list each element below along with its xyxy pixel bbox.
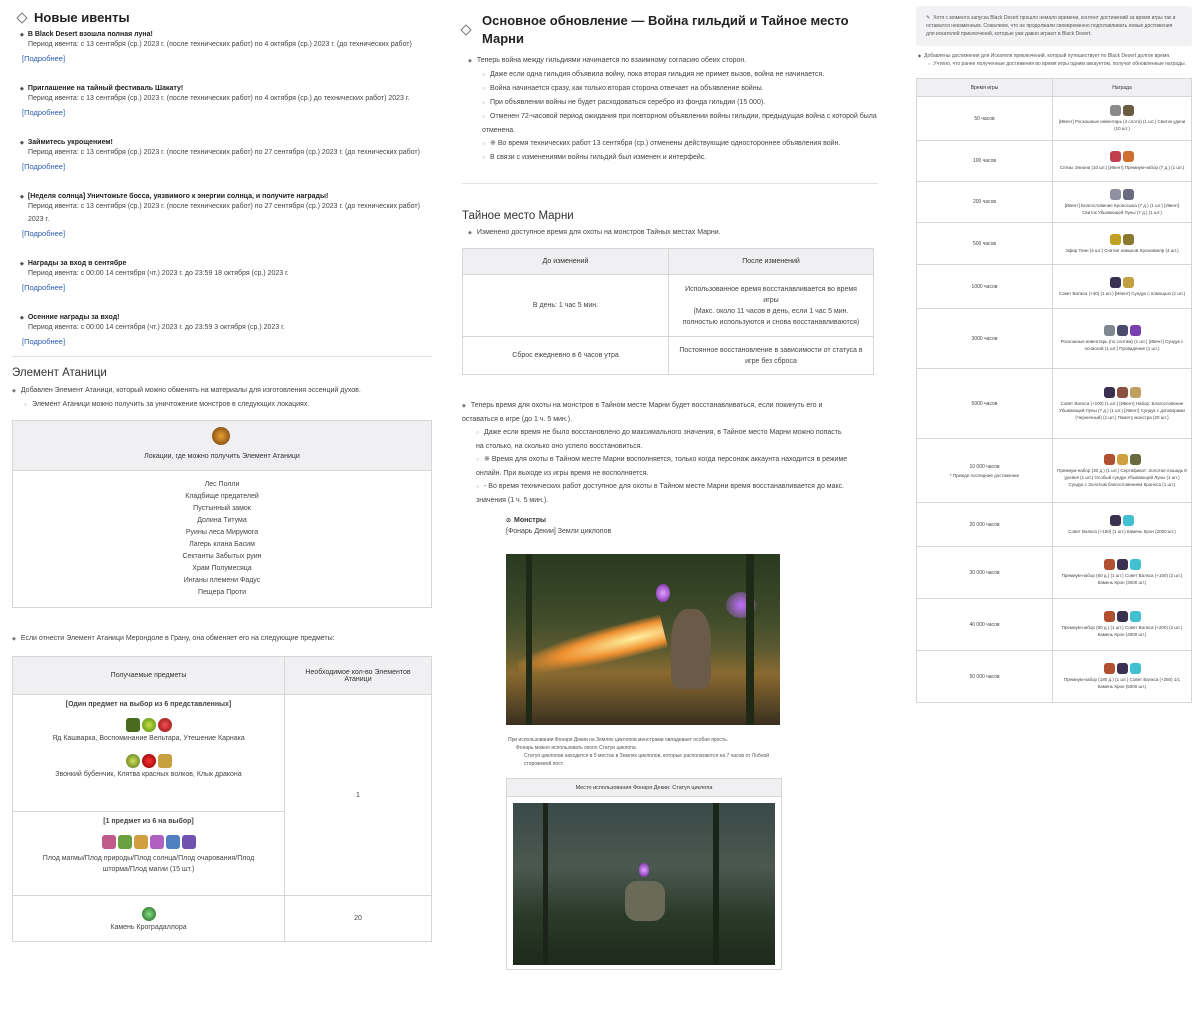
reward-item-icon xyxy=(1104,454,1115,465)
exchange-group-1: [Один предмет на выбор из 6 представленных] Яд Кашварка, Воспоминание Вельтара, Утешение Карнака Звонкий бубенчик, Клятва красных волков, Клык дракона xyxy=(13,695,285,812)
guildwar-sub-bullet: ○ Война начинается сразу, как только вторая сторона отвечает на объявление войны. xyxy=(468,82,878,96)
recovery-sub-bullet: ○ - Во время технических работ доступное для охоты в Тайном месте Марни время восстанавливается до макс. значения (1 ч. 5 мин.). xyxy=(462,480,848,507)
reward-item-icon xyxy=(1104,387,1115,398)
reward-cell: Премиум-набор (60 д.) (1 шт.) Совет Валкса (+150) (2 шт.) Камень Крон (3000 шт.) xyxy=(1053,547,1192,599)
achievement-row xyxy=(917,369,1192,439)
reward-cell: Совет Валкса (+40) (1 шт.) [Ивент] Сундук с помощью (1 шт.) xyxy=(1053,265,1192,309)
reward-item-icon xyxy=(1104,325,1115,336)
event-more-link[interactable]: [Подробнее] xyxy=(22,229,66,238)
achievement-row xyxy=(917,141,1192,182)
reward-cell: Роскошные инвентарь (по слотам) (1 шт.) [Ивент] Сундук с оснаской (1 шт.) Провидение (1 шт.) xyxy=(1053,309,1192,369)
achievements-table xyxy=(916,78,1192,703)
playtime-cell: 200 часов xyxy=(917,182,1053,223)
location-item: Долина Титума xyxy=(197,517,247,524)
playtime-cell: 5000 часов xyxy=(917,369,1053,439)
divider xyxy=(462,183,878,184)
tree-trunk-shape xyxy=(543,803,548,965)
fruit-magma-icon xyxy=(102,835,116,849)
reward-item-icon xyxy=(1117,454,1128,465)
guildwar-sub-bullet: ○ ※ Во время технических работ 13 сентября (ср.) отменены действующие одностороннее объявления войн. xyxy=(468,137,878,151)
reward-cell: Премиум-набор (180 д.) (1 шт.) Совет Валкса (+250) 1/1 Камень Крон (5000 шт.) xyxy=(1053,651,1192,703)
event-title: ◆ В Black Desert взошла полная луна! xyxy=(20,31,432,38)
exchange-qty-1: 1 xyxy=(285,695,432,896)
event-period: Период ивента: с 13 сентября (ср.) 2023 г. (после технических работ) по 4 октября (ср.) 2023 г. (до технических работ) xyxy=(28,41,412,48)
new-events-heading: Новые ивенты xyxy=(12,0,432,25)
reward-cell: Слезы Элиона (10 шт.) [Ивент] Премиум-набор (7 д.) (1 шт.) xyxy=(1053,141,1192,182)
fruit-nature-icon xyxy=(118,835,132,849)
event-item xyxy=(20,260,432,292)
statue-screenshot xyxy=(513,803,775,965)
event-more-link[interactable]: [Подробнее] xyxy=(22,54,66,63)
reward-item-icon xyxy=(1110,277,1121,288)
event-title: ◆ Приглашение на тайный фестиваль Шакату! xyxy=(20,85,432,92)
event-title: ◆ Награды за вход в сентябре xyxy=(20,260,432,267)
reward-item-icon xyxy=(1117,663,1128,674)
diamond-icon xyxy=(16,12,27,23)
fruit-sun-icon xyxy=(134,835,148,849)
reward-cell: Совет Валкса (+150) (1 шт.) Камень Крон (2000 шт.) xyxy=(1053,503,1192,547)
cyclops-figure-shape xyxy=(671,609,711,689)
info-box: ✎ Хотя с момента запуска Black Desert прошло немало времени, контент достижений за время игры так и оставался неизменным. Сожалеем, что не продолжали своевременно подготавливать новые достижения для искателей приключений, которые уже давно играют в Black Desert. xyxy=(916,6,1192,46)
reward-cell: [Ивент] Роскошные инвентарь (4 слота) (1 шт.) Свиток удачи (10 шт.) xyxy=(1053,97,1192,141)
playtime-cell: 3000 часов xyxy=(917,309,1053,369)
marni-heading: Тайное место Марни xyxy=(462,210,574,222)
locations-table xyxy=(12,420,432,608)
reward-item-icon xyxy=(1117,559,1128,570)
achievements-bullet: ◆ Добавлены достижения для Искателя приключений, который путешествует по Black Desert долгое время. xyxy=(918,53,1171,59)
fire-breath-shape xyxy=(514,614,668,683)
element-bullet: ◆ Добавлен Элемент Атаници, который можно обменять на материалы для изготовления эссенций духов. xyxy=(12,384,432,398)
event-more-link[interactable]: [Подробнее] xyxy=(22,283,66,292)
reward-item-icon xyxy=(1110,105,1121,116)
event-item xyxy=(20,85,432,117)
event-item xyxy=(20,193,432,238)
element-atanici-icon xyxy=(212,427,230,445)
reward-item-icon xyxy=(1123,151,1134,162)
marni-after-1: Использованное время восстанавливается во время игры (Макс. около 11 часов в день, если 1 час 5 мин. полностью используются и снова восстанавливаются) xyxy=(669,275,874,337)
guildwar-sub-bullet: ○ При объявлении войны не будет расходоваться серебро из фонда гильдии (15 000). xyxy=(468,96,878,110)
statue-figure-shape xyxy=(625,881,665,921)
monsters-label: ⊙ Монстры xyxy=(506,517,546,524)
statue-box xyxy=(506,778,782,970)
reward-item-icon xyxy=(1130,559,1141,570)
divider xyxy=(12,356,432,357)
event-item xyxy=(20,139,432,171)
memory-icon xyxy=(142,718,156,732)
element-heading: Элемент Атаници xyxy=(12,367,107,379)
playtime-cell: 30 000 часов xyxy=(917,547,1053,599)
exchange-table xyxy=(12,656,432,942)
middle-column xyxy=(458,0,878,791)
lantern-notes: При использовании Фонаря Декии на Землях циклопов монстрами овладевает особая ярость. Фонарь можно использовать около Статуи циклопа. Статуя циклопов находится в 5 местах в Землях циклопов, которые располагаются на 7 часов от Лобной сторожевой пост. xyxy=(508,737,770,767)
achievement-row xyxy=(917,265,1192,309)
reward-item-icon xyxy=(1110,515,1121,526)
events-list xyxy=(12,31,432,346)
fruit-magic-icon xyxy=(182,835,196,849)
exchange-qty-3: 20 xyxy=(285,896,432,942)
event-period: Период ивента: с 00:00 14 сентября (чт.) 2023 г. до 23:59 3 октября (ср.) 2023 г. xyxy=(28,324,285,331)
playtime-cell: 500 часов xyxy=(917,223,1053,265)
achievement-row xyxy=(917,547,1192,599)
reward-item-icon xyxy=(1117,387,1128,398)
right-column xyxy=(916,0,1192,703)
tree-trunk-shape xyxy=(746,554,754,725)
cyclops-screenshot xyxy=(506,554,780,725)
guildwar-bullet: ◆ Теперь война между гильдиями начинается по взаимному согласию обеих сторон. xyxy=(468,54,878,68)
exchange-header-items: Получаемые предметы xyxy=(13,657,285,695)
achievement-row xyxy=(917,651,1192,703)
reward-cell: Совет Валкса (+100) (1 шт.) [Ивент] Набор: Благословение Убывающей Луны (7 д.) (1 шт.) [Ивент] Сундук с договорами (Черничный) (1 шт.) Помету монстра (20 шт.) xyxy=(1053,369,1192,439)
location-item: Лагерь клана Басим xyxy=(189,541,255,548)
fruit-charm-icon xyxy=(150,835,164,849)
purple-lantern-shape xyxy=(656,584,670,602)
fang-icon xyxy=(158,754,172,768)
location-item: Руины леса Мирумога xyxy=(185,529,259,536)
marni-before-2: Сброс ежедневно в 6 часов утра xyxy=(463,337,669,375)
exchange-header-qty: Необходимое кол-во Элементов Атаници xyxy=(285,657,432,695)
marni-bullet: ◆ Изменено доступное время для охоты на монстров Тайных местах Марни. xyxy=(468,226,878,240)
comfort-icon xyxy=(158,718,172,732)
event-period: Период ивента: с 13 сентября (ср.) 2023 г. (после технических работ) по 4 октября (ср.) до технических работ) 2023 г. xyxy=(28,95,410,102)
playtime-cell: 40 000 часов xyxy=(917,599,1053,651)
reward-item-icon xyxy=(1110,234,1121,245)
location-item: Лес Полли xyxy=(204,481,240,488)
achievement-row xyxy=(917,503,1192,547)
guildwar-sub-bullet: ○ В связи с изменениями войны гильдий был изменен и интерфейс. xyxy=(468,151,878,165)
marni-after-header: После изменений xyxy=(669,249,874,275)
purple-lantern-shape xyxy=(639,863,649,877)
reward-cell: Премиум-набор (30 д.) (1 шт.) Сертификат: Золотая лошадь 8 уровня (1 шт.) Особый сундук Убывающей Луны (1 шт.) Сундук с Золотым благословением Кроноса (1 шт.) xyxy=(1053,439,1192,503)
event-more-link[interactable]: [Подробнее] xyxy=(22,162,66,171)
element-sub-bullet: ○ Элемент Атаници можно получить за уничтожение монстров в следующих локациях. xyxy=(12,398,432,412)
tree-trunk-shape xyxy=(526,554,532,725)
achievement-row xyxy=(917,223,1192,265)
guildwar-sub-bullet: ○ Даже если одна гильдия объявила войну, пока вторая гильдия не примет вызов, война не начинается. xyxy=(468,68,878,82)
reward-item-icon xyxy=(1130,663,1141,674)
update-heading: Основное обновление — Война гильдий и Тайное место Марни xyxy=(458,12,878,48)
achievement-row xyxy=(917,439,1192,503)
event-more-link[interactable]: [Подробнее] xyxy=(22,337,66,346)
event-title: ◆ [Неделя солнца] Уничтожьте босса, уязвимого к энергии солнца, и получите награды! xyxy=(20,193,432,200)
tree-trunk-shape xyxy=(713,803,719,965)
event-period: Период ивента: с 13 сентября (ср.) 2023 г. (после технических работ) по 27 сентября (ср.) 2023 г. (до технических работ) xyxy=(28,149,420,156)
lantern-title: [Фонарь Декии] Земли циклопов xyxy=(506,528,612,535)
reward-item-icon xyxy=(1123,277,1134,288)
event-title: ◆ Осенние награды за вход! xyxy=(20,314,432,321)
locations-cell xyxy=(13,471,432,608)
location-item: Пустынный замок xyxy=(193,505,251,512)
reward-item-icon xyxy=(1104,663,1115,674)
reward-item-icon xyxy=(1104,559,1115,570)
event-more-link[interactable]: [Подробнее] xyxy=(22,108,66,117)
exchange-group-3: Камень Кроградаллора xyxy=(13,896,285,942)
recovery-sub-bullet: ○ ※ Время для охоты в Тайном месте Марни восполняется, только когда персонаж аккаунта находится в режиме онлайн. При выходе из игры время не восполняется. xyxy=(462,453,848,480)
item-icons-row-1 xyxy=(13,718,284,732)
marni-after-2: Постоянное восстановление в зависимости от статуса в игре без сброса xyxy=(669,337,874,375)
marni-time-table xyxy=(462,248,874,375)
fruit-icons xyxy=(13,835,284,849)
location-item: Кладбище предателей xyxy=(185,493,259,500)
achievements-sub-bullet: ○ Учтено, что ранее полученные достижения во время игры одним аккаунтом, получат обновленные награды. xyxy=(928,61,1186,67)
item-icons-row-2 xyxy=(13,754,284,768)
poison-icon xyxy=(126,718,140,732)
playtime-cell: 100 часов xyxy=(917,141,1053,182)
event-period: Период ивента: с 00:00 14 сентября (чт.) 2023 г. до 23:59 18 октября (ср.) 2023 г. xyxy=(28,270,289,277)
reward-item-icon xyxy=(1123,189,1134,200)
location-item: Инганы племени Фадус xyxy=(183,577,261,584)
reward-item-icon xyxy=(1123,234,1134,245)
playtime-cell: 50 000 часов xyxy=(917,651,1053,703)
event-item xyxy=(20,31,432,63)
reward-item-icon xyxy=(1130,325,1141,336)
kroghdallor-stone-icon xyxy=(142,907,156,921)
exchange-group-2: [1 предмет из 6 на выбор] Плод магмы/Плод природы/Плод солнца/Плод очарования/Плод шторма/Плод магии (15 шт.) xyxy=(13,812,285,896)
bell-icon xyxy=(126,754,140,768)
reward-item-icon xyxy=(1110,151,1121,162)
reward-item-icon xyxy=(1130,611,1141,622)
playtime-cell: 20 000 часов xyxy=(917,503,1053,547)
achievement-row xyxy=(917,182,1192,223)
reward-cell: Эфир Теин (4 шт.) Снятие навыков Хроноквелр (4 шт.) xyxy=(1053,223,1192,265)
guildwar-sub-bullet: ○ Отменен 72-часовой период ожидания при повторном объявлении войны гильдии, предыдущая война с которой была отменена. xyxy=(468,110,878,137)
reward-item-icon xyxy=(1104,611,1115,622)
achievement-row xyxy=(917,599,1192,651)
reward-header: Награда xyxy=(1053,79,1192,97)
exchange-bullet: ◆ Если отнести Элемент Атаници Мерондоле в Грану, она обменяет его на следующие предметы: xyxy=(12,632,432,646)
info-icon: ✎ xyxy=(926,15,931,21)
marni-before-1: В день: 1 час 5 мин. xyxy=(463,275,669,337)
oath-icon xyxy=(142,754,156,768)
marni-before-header: До изменений xyxy=(463,249,669,275)
event-item xyxy=(20,314,432,346)
recovery-sub-bullet: ○ Даже если время не было восстановлено до максимального значения, в Тайное место Марни можно попасть на столько, на сколько оно успело восстановиться. xyxy=(462,426,848,453)
location-item: Пещера Проти xyxy=(197,589,246,596)
playtime-cell: 1000 часов xyxy=(917,265,1053,309)
reward-item-icon xyxy=(1123,105,1134,116)
location-item: Сектанты Забытых руин xyxy=(182,553,262,560)
left-column xyxy=(12,0,432,942)
event-period: Период ивента: с 13 сентября (ср.) 2023 г. (после технических работ) по 27 сентября (ср.) 2023 г. (до технических работ) 2023 г. xyxy=(28,203,420,223)
locations-header: Локации, где можно получить Элемент Атаници xyxy=(13,421,432,471)
reward-item-icon xyxy=(1130,387,1141,398)
reward-item-icon xyxy=(1117,611,1128,622)
reward-cell: Премиум-набор (90 д.) (1 шт.) Совет Валкса (+200) (2 шт.) Камень Крон (4000 шт.) xyxy=(1053,599,1192,651)
reward-cell: [Ивент] Благословение Кроносыка (7 д.) (1 шт.) [Ивент] Свиток Убывающей Луны (7 д.) (1 шт.) xyxy=(1053,182,1192,223)
recovery-bullet: ◆ Теперь время для охоты на монстров в Тайном месте Марни будет восстанавливаться, если покинуть его и оставаться в игре (до 1 ч. 5 мин.). xyxy=(462,399,848,426)
reward-item-icon xyxy=(1130,454,1141,465)
fruit-storm-icon xyxy=(166,835,180,849)
statue-box-header: Место использования Фонаря Декии: Статуя циклопа xyxy=(507,779,781,797)
achievement-row xyxy=(917,97,1192,141)
playtime-cell: 10 000 часов * Прежде последние достижение xyxy=(917,439,1053,503)
diamond-icon xyxy=(460,24,471,35)
reward-item-icon xyxy=(1110,189,1121,200)
reward-item-icon xyxy=(1123,515,1134,526)
location-item: Храм Полумесяца xyxy=(192,565,252,572)
playtime-header: Время игры xyxy=(917,79,1053,97)
reward-item-icon xyxy=(1117,325,1128,336)
event-title: ◆ Займитесь укрощением! xyxy=(20,139,432,146)
achievement-row xyxy=(917,309,1192,369)
playtime-cell: 50 часов xyxy=(917,97,1053,141)
